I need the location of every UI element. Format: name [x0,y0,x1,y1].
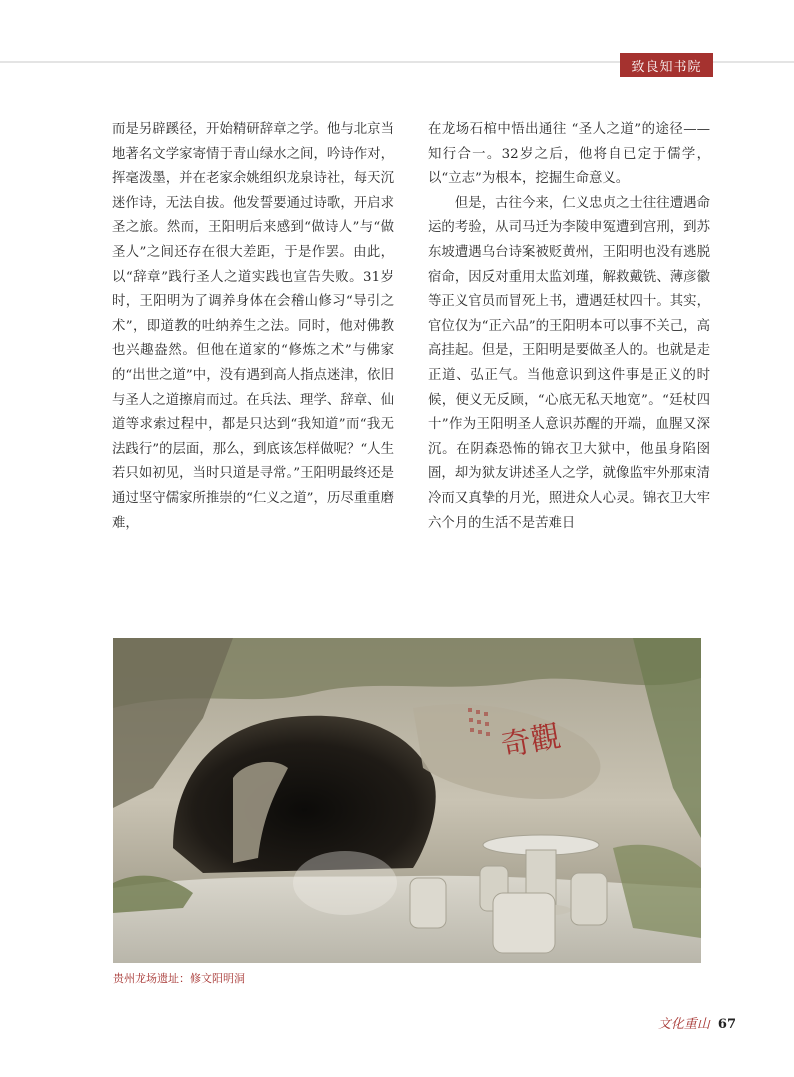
cave-photo [113,638,701,963]
section-tag: 致良知书院 [620,53,713,77]
magazine-logo: 文化重山 [657,1017,710,1032]
right-column [428,118,710,536]
paragraph: 但是，古往今来，仁义忠贞之士往往遭遇命运的考验，从司马迁为李陵申冤遭到宫刑，到苏东坡遭遇乌台诗案被贬黄州，王阳明也没有逃脱宿命，因反对重用太监刘瑾，解救戴铣、薄彦徽等正义官员而冒死上书，遭遇廷杖四十。其实，官位仅为“正六品”的王阳明本可以事不关己，高高挂起。但是，王阳明是要做圣人的。也就是走正道、弘正气。当他意识到这件事是正义的时候，便义无反顾，“心底无私天地宽”。“廷杖四十”作为王阳明圣人意识苏醒的开端，血腥又深沉。在阴森恐怖的锦衣卫大狱中，他虽身陷囹圄，却为狱友讲述圣人之学，就像监牢外那束清冷而又真挚的月光，照进众人心灵。锦衣卫大牢六个月的生活不是苦难日 [428,195,710,531]
paragraph: 在龙场石棺中悟出通往 “圣人之道”的途径——知行合一。32岁之后，他将自已定于儒学，以“立志”为根本，挖掘生命意义。 [428,122,710,187]
page-number: 67 [717,1017,736,1032]
paragraph: 而是另辟蹊径，开始精研辞章之学。他与北京当地著名文学家寄情于青山绿水之间，吟诗作对，挥毫泼墨，并在老家余姚组织龙泉诗社，每天沉迷作诗，无法自拔。他发誓要通过诗歌，开启求圣之旅。然而，王阳明后来感到“做诗人”与“做圣人”之间还存在很大差距，于是作罢。由此，以“辞章”践行圣人之道实践也宣告失败。31岁时，王阳明为了调养身体在会稽山修习“导引之术”，即道教的吐纳养生之法。同时，他对佛教也兴趣盎然。但他在道家的“修炼之术”与佛家的“出世之道”中，没有遇到高人指点迷津，依旧与圣人之道擦肩而过。在兵法、理学、辞章、仙道等求索过程中，都是只达到“我知道”而“我无法践行”的层面，那么，到底该怎样做呢？“人生若只如初见，当时只道是寻常。”王阳明最终还是通过坚守儒家所推崇的“仁义之道”，历尽重重磨难， [112,122,394,531]
page-footer [658,1013,736,1032]
photo-caption: 贵州龙场遗址：修文阳明洞 [113,972,245,985]
inscription: 奇觀 [498,718,564,764]
left-column [112,118,394,536]
